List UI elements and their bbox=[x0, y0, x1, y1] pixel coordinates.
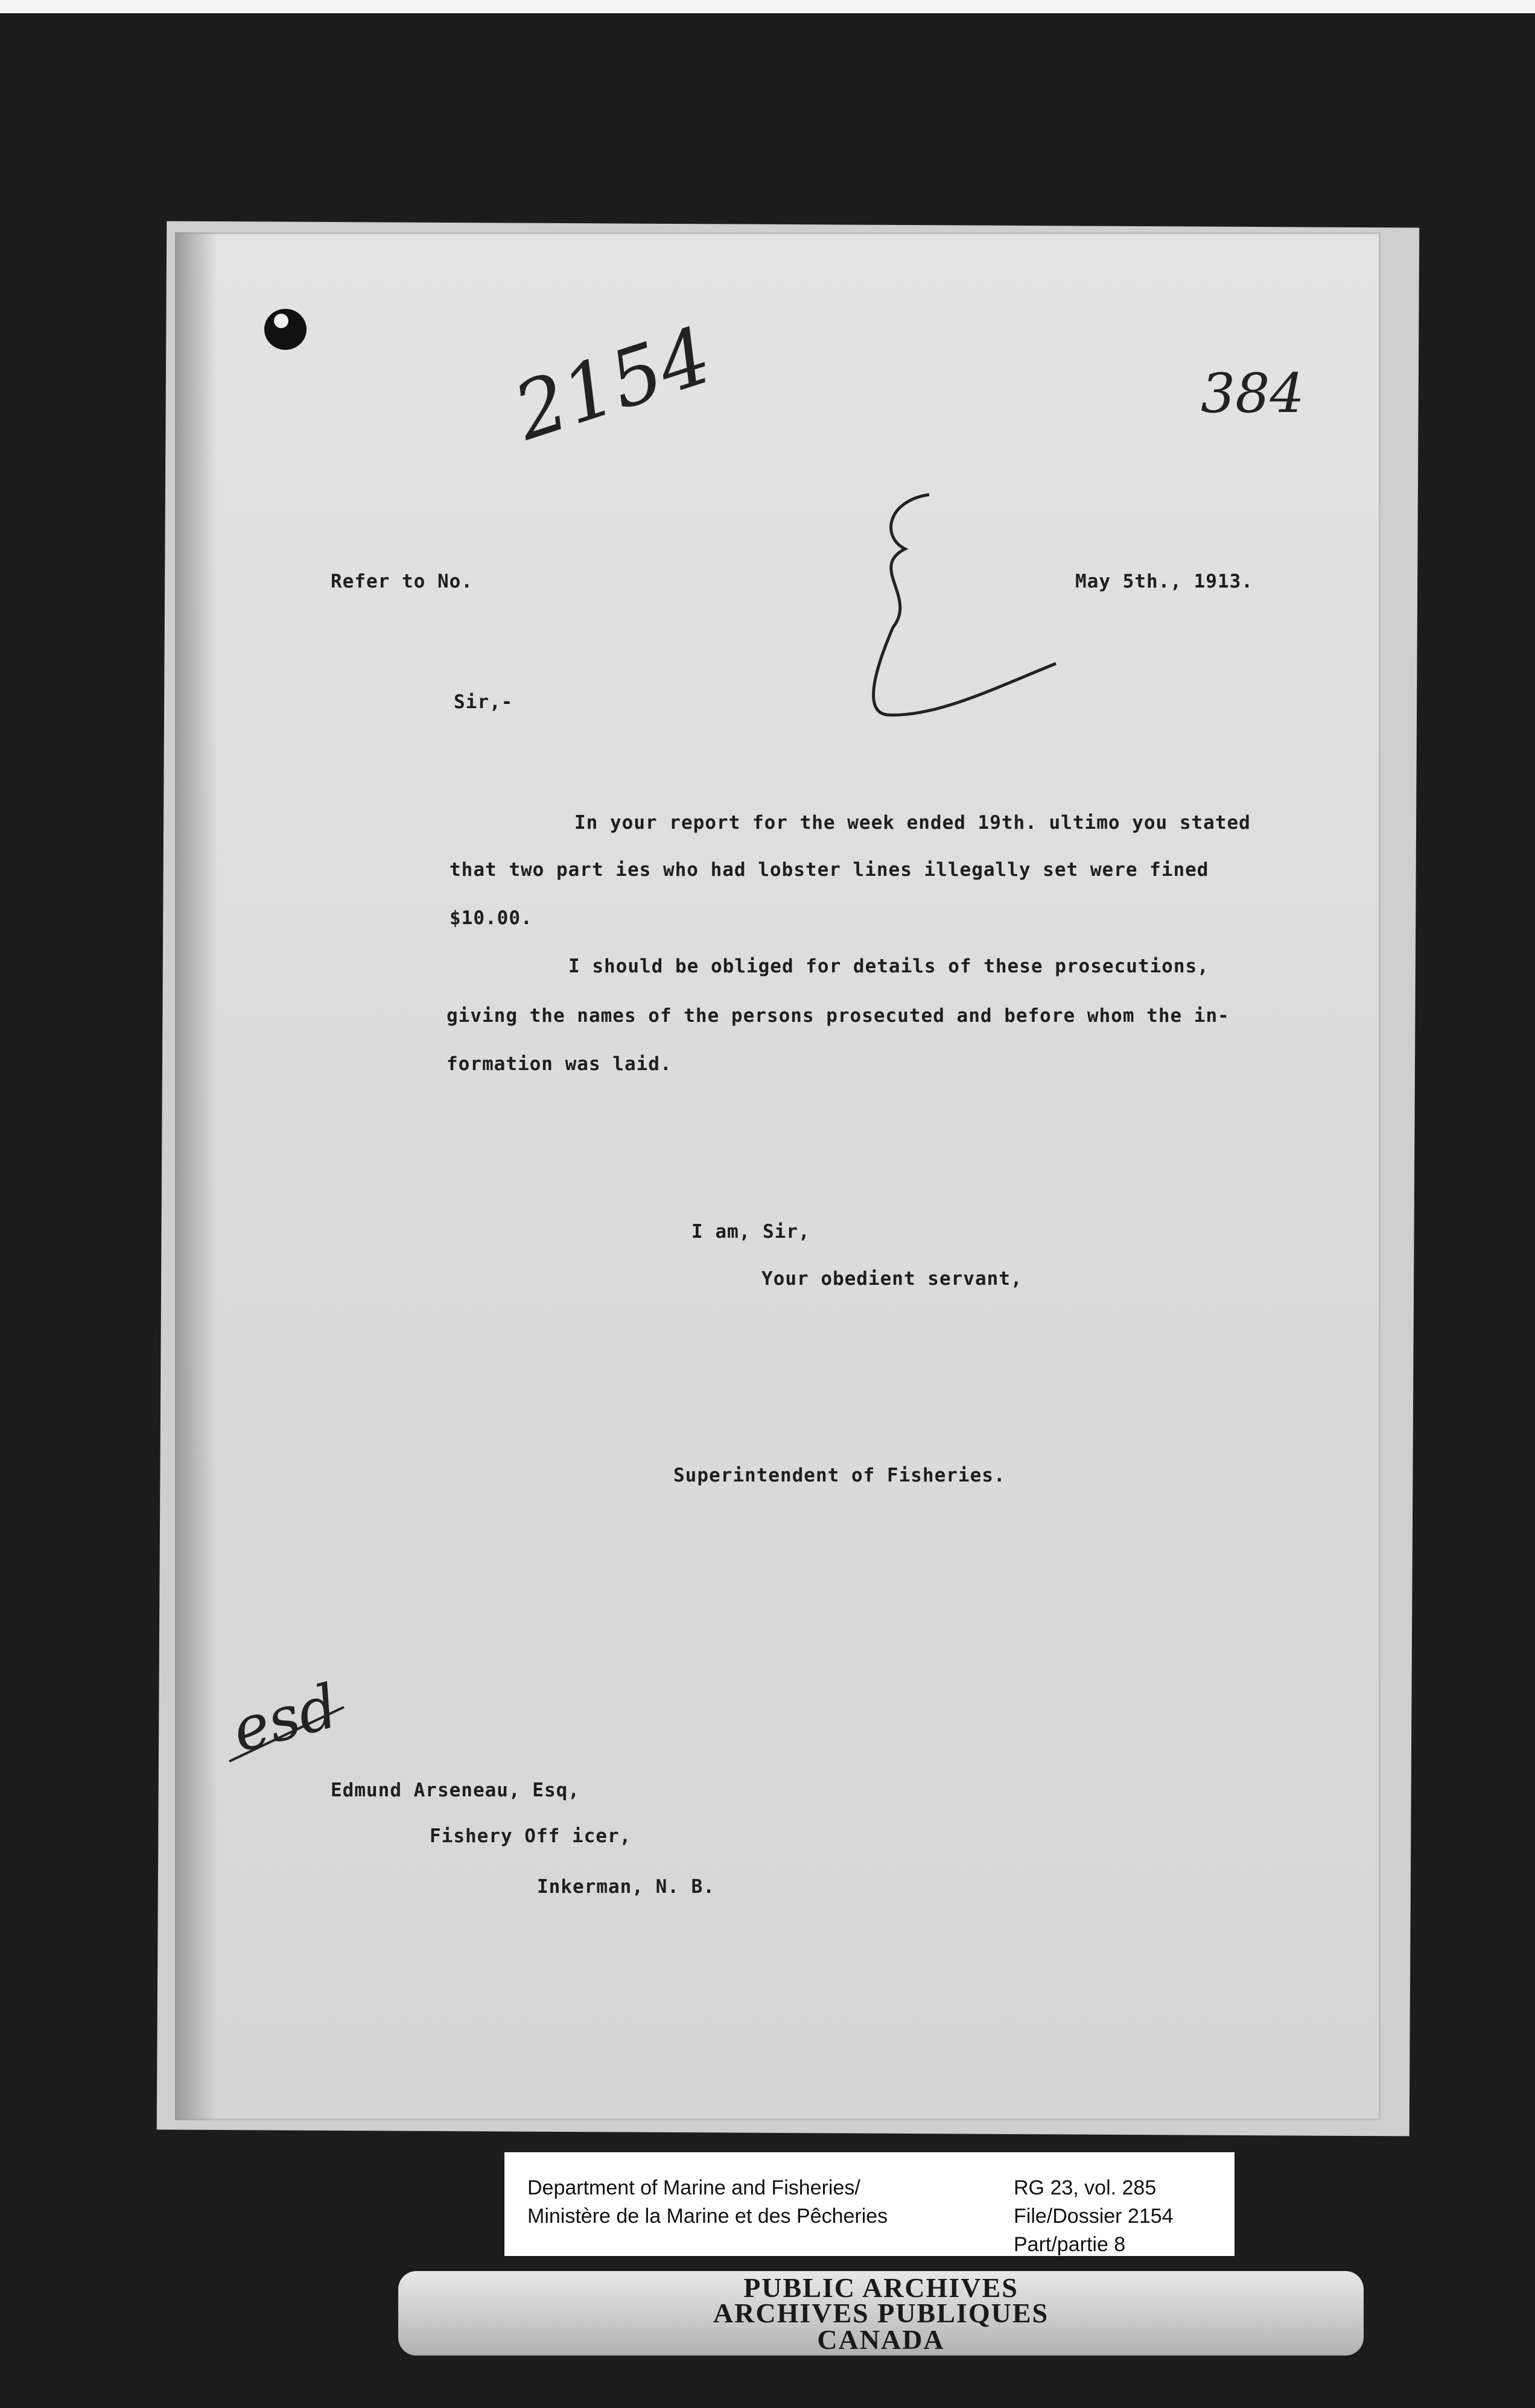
salutation: Sir,- bbox=[454, 691, 513, 713]
paragraph1-line1: In your report for the week ended 19th. ultimo you stated bbox=[574, 812, 1251, 834]
letter-page bbox=[175, 232, 1381, 2120]
refer-to-label: Refer to No. bbox=[331, 571, 473, 592]
paragraph2-line2: giving the names of the persons prosecuted and before whom the in- bbox=[447, 1005, 1230, 1027]
stamp-line2: ARCHIVES PUBLIQUES bbox=[713, 2298, 1049, 2328]
paragraph1-line3: $10.00. bbox=[450, 907, 533, 929]
stamp-line3: CANADA bbox=[817, 2324, 945, 2355]
paragraph2-line3: formation was laid. bbox=[447, 1053, 672, 1075]
file-dossier: File/Dossier 2154 bbox=[1014, 2205, 1174, 2228]
closing-line1: I am, Sir, bbox=[691, 1221, 810, 1243]
paragraph2-line1: I should be obliged for details of these prosecutions, bbox=[568, 955, 1209, 977]
record-group: RG 23, vol. 285 bbox=[1014, 2176, 1157, 2199]
signature-title: Superintendent of Fisheries. bbox=[673, 1465, 1006, 1486]
addressee-position: Fishery Off icer, bbox=[430, 1825, 632, 1847]
addressee-name: Edmund Arseneau, Esq, bbox=[331, 1779, 580, 1801]
letter-date: May 5th., 1913. bbox=[1075, 571, 1253, 592]
initials-underline bbox=[223, 1695, 356, 1767]
handwritten-file-number: 2154 bbox=[503, 309, 722, 458]
punch-hole-highlight bbox=[274, 314, 288, 328]
department-english: Department of Marine and Fisheries/ bbox=[527, 2176, 860, 2199]
handwritten-mark bbox=[815, 489, 1068, 730]
scan-top-edge bbox=[0, 0, 1535, 13]
closing-line2: Your obedient servant, bbox=[761, 1268, 1023, 1290]
page-shadow bbox=[175, 232, 217, 2120]
addressee-location: Inkerman, N. B. bbox=[537, 1876, 715, 1898]
department-french: Ministère de la Marine et des Pêcheries bbox=[527, 2205, 888, 2228]
stamp-line1: PUBLIC ARCHIVES bbox=[743, 2272, 1019, 2303]
handwritten-initials: esd bbox=[224, 1670, 345, 1766]
handwritten-page-number: 384 bbox=[1201, 362, 1305, 425]
paragraph1-line2: that two part ies who had lobster lines illegally set were fined bbox=[450, 859, 1209, 881]
part-partie: Part/partie 8 bbox=[1014, 2233, 1126, 2256]
